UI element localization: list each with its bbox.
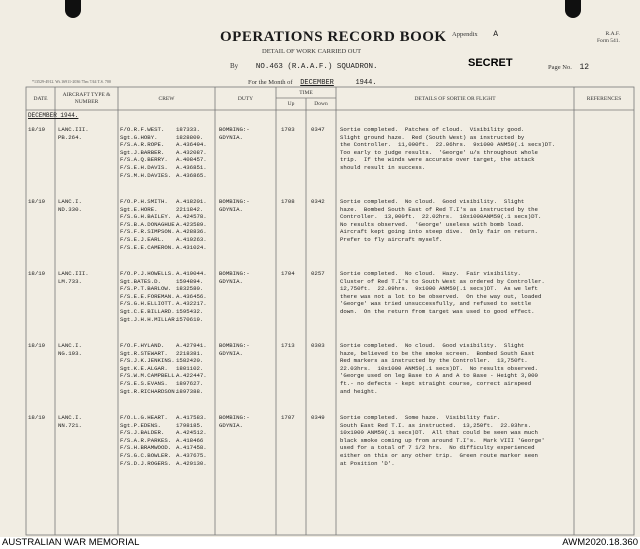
col-header-date: DATE — [33, 96, 48, 102]
raf-label: R.A.F. — [605, 31, 620, 37]
archive-reference: AWM2020.18.360 — [562, 537, 638, 548]
entry-details: Sortie completed. Patches of cloud. Visibility good. Slight ground haze. Red (South West) as instructed by the Controller. 11,000ft. 22.06hrs. 9x1000 ANM59(.1 secs)DT. Too early to judge results. 'George' u/s throughout whole trip. If the winds were accurate over target, the attack should result in success. — [340, 126, 556, 171]
page-label: Page No. — [548, 64, 572, 71]
entry-duty: BOMBING:- GDYNIA. — [219, 270, 250, 285]
col-header-aircraft: AIRCRAFT TYPE & NUMBER — [62, 92, 111, 105]
entry-time-down: 0349 — [311, 414, 325, 421]
col-header-down: Down — [314, 101, 328, 107]
entry-crew: F/O.P.H.SMITH. Sgt.E.HORE. F/S.G.H.BAILEY. F/S.B.A.DONAGHUE. F/S.F.R.SIMPSON. F/S.E.J.EARL. F/S.E.E.CAMERON. — [120, 198, 179, 251]
entry-crew: F/O.L.G.HEART. Sgt.P.EDENS. F/S.J.BALDER. F/S.A.R.PARKES. F/S.H.BRAMWOOD. F/S.G.C.BOWLER. F/S.D.J.ROGERS. — [120, 414, 172, 467]
form-subtitle: DETAIL OF WORK CARRIED OUT — [262, 48, 362, 55]
entry-time-up: 1707 — [281, 414, 295, 421]
entry-service-numbers: 187333. 1828809. A.436494. A.432087. A.408457. A.436851. A.436865. — [176, 126, 207, 179]
print-stamp: *13529-4912. Wt.16911-2036 75m 7/44 T.S. 700 — [32, 79, 111, 84]
month-label: For the Month of — [248, 79, 293, 86]
entry-date: 18/19 — [28, 342, 46, 349]
entry-crew: F/O.R.F.WEST. Sgt.G.HOBY. F/S.A.R.ROPE. Sgt.J.BARBER. F/S.A.Q.BERRY. F/S.E.H.DAVIS. F/S.M.H.DAVIES. — [120, 126, 172, 179]
entry-time-down: 0347 — [311, 126, 325, 133]
archive-caption — [0, 537, 640, 549]
entry-service-numbers: A.418201. 2211842. A.424578. A.423589. A.428836. A.410263. A.431024. — [176, 198, 207, 251]
form-number: Form 541. — [597, 38, 620, 44]
squadron-name: NO.463 (R.A.A.F.) SQUADRON. — [255, 63, 378, 71]
entry-service-numbers: A.427941. 2218381. 1582420. 1801102. A.422447. 1897627. 1897388. — [176, 342, 207, 395]
col-header-time: TIME — [299, 90, 313, 96]
entry-time-up: 1704 — [281, 270, 295, 277]
entry-details: Sortie completed. No cloud. Hazy. Fair visibility. Cluster of Red T.I's to South West as ordered by Controller. 12,750ft. 22.09hrs. 9x1000 ANM59(.1 secs)DT. As we left there was not a lot to be observed. On the way out, loaded 'George' was tried unsuccessfully, and refused to settle down. On the return from target was used to good effect. — [340, 270, 545, 315]
entry-time-up: 1708 — [281, 198, 295, 205]
entry-time-down: 0342 — [311, 198, 325, 205]
entry-duty: BOMBING:- GDYNIA. — [219, 198, 250, 213]
entry-crew: F/O.P.J.HOWELLS. Sgt.BATES.D. F/S.P.T.BARLOW. F/S.E.E.FOREMAN. F/S.G.H.ELLIOTT. Sgt.C.E.BILLARD. Sgt.J.H.H.MILLAR. — [120, 270, 179, 323]
col-header-duty: DUTY — [237, 96, 254, 102]
month-value: DECEMBER — [300, 79, 334, 87]
entry-date: 18/19 — [28, 126, 46, 133]
entry-date: 18/19 — [28, 198, 46, 205]
entry-duty: BOMBING:- GDYNIA. — [219, 126, 250, 141]
by-label: By — [230, 62, 239, 70]
entry-time-up: 1713 — [281, 342, 295, 349]
col-header-up: Up — [287, 101, 295, 107]
secret-stamp: SECRET — [468, 57, 513, 69]
entry-duty: BOMBING:- GDYNIA. — [219, 414, 250, 429]
year-value: 1944. — [355, 79, 377, 87]
entry-aircraft: LANC.I. ND.330. — [58, 198, 82, 213]
entry-crew: F/O.F.HYLAND. Sgt.R.STEWART. F/S.J.K.JENKINS. Sgt.K.E.ALGAR. F/S.W.M.CAMPBELL. F/S.E.S.EVANS. Sgt.R.RICHARDSON. — [120, 342, 179, 395]
section-date: DECEMBER 1944. — [28, 112, 79, 119]
entry-service-numbers: A.417583. 1798185. A.424512. A.418466 A.417458. A.437675. A.429130. — [176, 414, 207, 467]
entry-aircraft: LANC.III. LM.733. — [58, 270, 89, 285]
form-title: OPERATIONS RECORD BOOK — [220, 29, 447, 45]
entry-aircraft: LANC.I. NG.193. — [58, 342, 82, 357]
entry-details: Sortie completed. No cloud. Good visibility. Slight haze, believed to be the smoke screen. Bombed South East Red markers as instructed by the Controller. 13,750ft. 22.03hrs. 10x1000 ANM59(.1 secs)DT. No results observed. 'George used on leg Base to A and A to Base - Height 3,000 ft.- no defects - kept straight course, correct airspeed and height. — [340, 342, 538, 395]
entry-aircraft: LANC.III. PB.264. — [58, 126, 89, 141]
page-value: 12 — [579, 63, 590, 72]
appendix-label: Appendix — [452, 31, 478, 38]
entry-time-down: 0257 — [311, 270, 325, 277]
entry-date: 18/19 — [28, 270, 46, 277]
entry-time-down: 0303 — [311, 342, 325, 349]
col-header-crew: CREW — [158, 96, 175, 102]
entry-time-up: 1703 — [281, 126, 295, 133]
col-header-details: DETAILS OF SORTIE OR FLIGHT — [414, 96, 496, 102]
entry-details: Sortie completed. Some haze. Visibility fair. South East Red T.I. as instructed. 13,250ft. 22.03hrs. 10x1000 ANM59(.1 secs)DT. All that could be seen was much black smoke coming up from around T.I's. Mark VIII 'George' used for a total of 7 1/2 hrs. No difficulty experienced either on this or any other trip. Green route marker seen at Position 'D'. — [340, 414, 545, 467]
entry-duty: BOMBING:- GDYNIA. — [219, 342, 250, 357]
entry-details: Sortie completed. No cloud. Good visibility. Slight haze. Bombed South East of Red T.I's as instructed by the Controller. 13,000ft. 22.02hrs. 10x1000ANM59(.1 secs)DT. No results observed. 'George' useless with bomb load. Aircraft kept going into steep dive. Only fair on return. Prefer to fly aircraft myself. — [340, 198, 542, 243]
col-header-references: REFERENCES — [586, 96, 622, 102]
entry-aircraft: LANC.I. NN.721. — [58, 414, 82, 429]
archive-name: AUSTRALIAN WAR MEMORIAL — [2, 537, 140, 548]
appendix-value: A — [493, 30, 499, 39]
entry-date: 18/19 — [28, 414, 46, 421]
entry-service-numbers: A.419044. 1594894. 1832580. A.436456. A.432217. 1595432. 1570619. — [176, 270, 207, 323]
